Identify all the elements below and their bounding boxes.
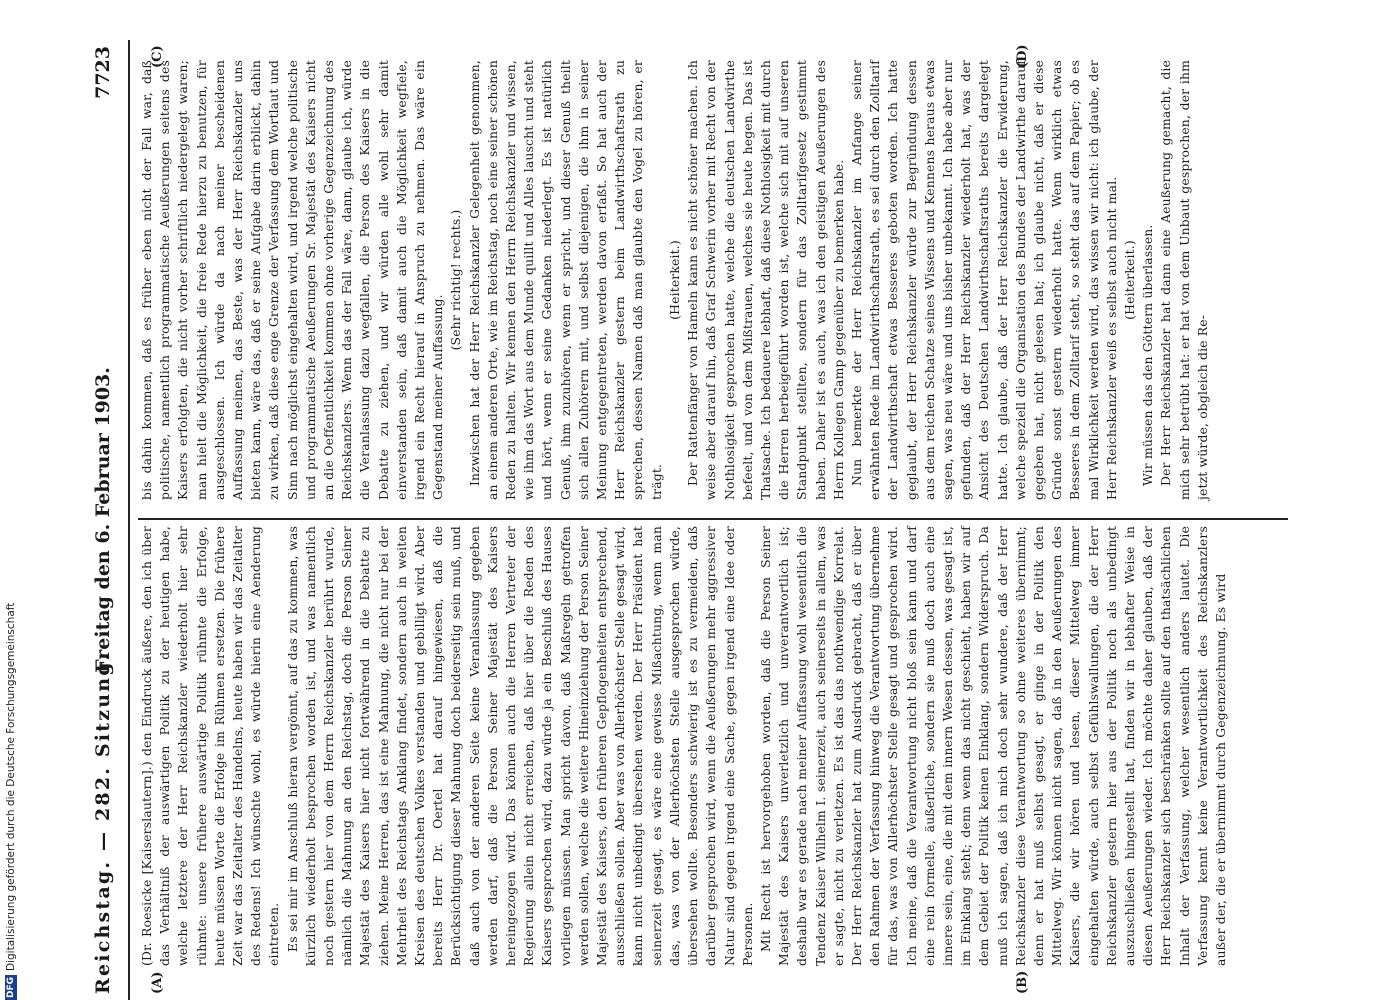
applause-note: (Heiterkeit.) — [666, 240, 682, 320]
page-header — [80, 40, 130, 1000]
right-column — [138, 60, 1212, 500]
header-date: Freitag den 6. Februar 1903. — [92, 367, 114, 673]
margin-marker-b: (B) — [1015, 970, 1030, 994]
funding-credit — [0, 0, 22, 1000]
margin-marker-a: (A) — [150, 971, 165, 994]
paragraph: Wir müssen das den Göttern überlassen. — [1140, 224, 1156, 486]
margin-marker-d: (D) — [1015, 44, 1030, 68]
paragraph: Der Rattenfänger von Hameln kann es nicht schöner machen. Ich weise aber darauf hin, daß Graf Schwerin vorher mit Recht von der Nothlosigkeit gesprochen hatte, welche die deutschen Landwirthe befeelt, und von dem Mißtrauen, welches sie heute hegen. Das ist Thatsache. Ich bedauere lebhaft, daß diese Nothlosigkeit mit durch die Herren herbeigeführt worden ist, welche sich mit auf unseren Standpunkt stellten, sondern für das Zolltarifgesetz gestimmt haben. Daher ist es auch, was ich den geistigen Aeußerungen des Herrn Kollegen Gamp gegenüber zu bemerken habe. — [685, 60, 846, 500]
paragraph: Inzwischen hat der Herr Reichskanzler Gelegenheit genommen, an einem anderen Orte, wie im Reichstag, noch eine seiner schönen Reden zu halten. Wir kennen den Herrn Reichskanzler und wissen, wie ihm das Wort aus dem Munde quillt und Alles lauscht und steht und hört, wenn er seine Gedanken niederlegt. Es ist natürlich Genuß, ihm zuzuhören, wenn er spricht, und dieser Genuß theilt sich allen Zuhörern mit, und selbst diejenigen, die ihm in seiner Meinung entgegentreten, werden davon erfaßt. So hat auch der Herr Reichskanzler gestern beim Landwirthschaftsrath zu sprechen, dessen Namen daß man glaubte den Vogel zu hören, er trägt. — [466, 60, 664, 500]
paragraph: Der Herr Reichskanzler hat dann eine Aeußerung gemacht, die mich sehr betrübt hat: er hat von dem Unbaut gesprochen, der ihm jetzt würde, obgleich die Re- — [1158, 60, 1210, 500]
page-number: 7723 — [92, 46, 114, 99]
paragraph: (Dr. Roesicke [Kaiserslautern].) den Eindruck äußere, den ich über das Verhältniß der auswärtigen Politik zu der heutigen habe, welche letztere der Herr Reichskanzler wiederholt hier sehr rühmte: unsere frühere auswärtige Politik rühmte die Erfolge, heute müssen Worte die Erfolge im Rühmen ersetzen. Die frühere Zeit war das Zeitalter des Handelns, heute haben wir das Zeitalter des Redens! Ich wünschte wohl, es würde hierin eine Aenderung eintreten. — [139, 526, 282, 966]
column-divider — [138, 518, 1288, 520]
header-session: Reichstag. — 282. Sitzung. — [92, 651, 114, 994]
applause-note: (Sehr richtig! rechts.) — [448, 209, 464, 351]
newspaper-page — [80, 40, 1320, 1000]
funding-credit-text: Digitalisierung gefördert durch die Deutsche Forschungsgemeinschaft — [5, 602, 17, 971]
paragraph: Es sei mir im Anschluß hieran vergönnt, auf das zu kommen, was kürzlich wiederholt besprochen worden ist, und was namentlich noch gestern hier von dem Herrn Reichskanzler berührt wurde, nämlich die Mahnung an den Reichstag, doch die Person Seiner Majestät des Kaisers hier nicht fortwährend in die Debatte zu ziehen. Meine Herren, das ist eine Mahnung, die nicht nur bei der Mehrheit des Reichstags Anklang findet, sondern auch in weiten Kreisen des deutschen Volkes verstanden und gebilligt wird. Aber bereits Herr Dr. Oertel hat darauf hingewiesen, daß die Berücksichtigung dieser Mahnung doch beiderseitig sein muß, und daß auch von der anderen Seite keine Veranlassung gegeben werden darf, daß die Person Seiner Majestät des Kaisers hereingezogen wird. Das können auch die Herren Vertreter der Regierung allein nicht erreichen, daß hier über die Reden des Kaisers gesprochen wird, dazu würde ja ein Beschluß des Hauses vorliegen müssen. Man spricht davon, daß Maßregeln getroffen werden sollen, welche die weitere Hineinziehung der Person Seiner Majestät des Kaisers, den früheren Gepflogenheiten entsprechend, ausschließen sollen. Aber was von Allerhöchster Stelle gesagt wird, kann nicht unbedingt übersehen werden. Der Herr Präsident hat seinerzeit gesagt, es wäre eine gewisse Mißachtung, wenn man das, was von der Allerhöchsten Stelle ausgesprochen würde, übersehen wollte. Besonders schwierig ist es zu vermeiden, daß darüber gesprochen wird, wenn die Aeußerungen mehr aggressiver Natur sind gegen irgend eine Sache, gegen irgend eine Idee oder Personen. — [284, 526, 755, 966]
margin-marker-c: (C) — [150, 45, 165, 68]
funding-credit-strip — [0, 0, 22, 1000]
applause-note: (Heiterkeit.) — [1121, 240, 1137, 320]
paragraph: Nun bemerkte der Herr Reichskanzler im Anfange seiner erwähnten Rede im Landwirthschaftsrath, es sei durch den Zolltarif der Landwirthschaft etwas Besseres geboten worden. Ich hatte geglaubt, der Herr Reichskanzler würde zur Begründung dessen aus dem reichen Schatze seines Wissens und Kennens heraus etwas sagen, was neu wäre und uns bisher unbekannt. Ich habe aber nur gefunden, daß der Herr Reichskanzler wiederholt hat, was der Ansicht des Deutschen Landwirthschaftsraths bereits dargelegt hatte. Ich glaube, daß der Herr Reichskanzler die Erwiderung, welche speziell die Organisation des Bundes der Landwirthe darauf gegeben hat, nicht gelesen hat; ich glaube nicht, daß er diese Gründe sonst gestern wiederholt hatte. Wenn wirklich etwas Besseres in dem Zolltarif steht, so steht das auf dem Papier; ob es mal Wirklichkeit werden wird, das wissen wir nicht: ich glaube, der Herr Reichskanzler weiß es selbst auch nicht mal. — [848, 60, 1119, 500]
dfg-logo: DFG — [6, 976, 16, 998]
left-column — [138, 526, 1230, 966]
paragraph: Mit Recht ist hervorgehoben worden, daß die Person Seiner Majestät des Kaisers unverletzlich und unverantwortlich ist; deshalb war es gerade nach meiner Auffassung wohl wesentlich die Tendenz Kaiser Wilhelm I. seinerzeit, auch seinerseits in allem, was er sagte, nicht zu verletzen. Es ist das das nothwendige Korrelat. Der Herr Reichskanzler hat zum Ausdruck gebracht, daß er über den Rahmen der Verfassung hinweg die Verantwortung übernehme für das, was von Allerhöchster Stelle gesagt und gesprochen wird. Ich meine, daß die Verantwortung nicht bloß sein kann und darf eine rein formelle, äußerliche, sondern sie muß doch auch eine innere sein, eine, die mit dem innern Wesen dessen, was gesagt ist, im Einklang steht; denn wenn das nicht geschieht, haben wir auf dem Gebiet der Politik keinen Einklang, sondern Widerspruch. Da muß ich sagen, daß ich mich doch sehr wundere, daß der Herr Reichskanzler diese Verantwortung so ohne weiteres übernimmt; denn er hat muß selbst gesagt, er ginge in der Politik den Mittelweg. Wir können nicht sagen, daß in den Aeußerungen des Kaisers, die wir hören und lesen, dieser Mittelweg immer eingehalten würde, auch selbst Gefühlswallungen, die der Herr Reichskanzler gestern hier aus der Politik noch als unbedingt auszuschließen hingestellt hat, finden wir in lebhafter Weise in diesen Aeußerungen wieder. Ich möchte daher glauben, daß der Herr Reichskanzler sich beschränken sollte auf den thatsächlichen Inhalt der Verfassung, welcher wesentlich anders lautet. Die Verfassung kennt keine Verantwortlichkeit des Reichskanzlers außer der, die er übernimmt durch Gegenzeichnung. Es wird — [757, 526, 1228, 966]
paragraph: bis dahin kommen, daß es früher eben nicht der Fall war, daß politische, namentlich programmatische Aeußerungen seitens des Kaisers erfolgten, die nicht vorher schriftlich niedergelegt waren; man hielt die Möglichkeit, die freie Rede hierzu zu benutzen, für ausgeschlossen. Ich würde da nach meiner bescheidenen Auffassung meinen, das Beste, was der Herr Reichskanzler uns bieten kann, wäre das, daß er seine Aufgabe darin erblickt, dahin zu wirken, daß diese enge Grenze der Verfassung dem Wortlaut und Sinn nach möglichst eingehalten wird, und irgend welche politische und programmatische Aeußerungen Sr. Majestät des Kaisers nicht an die Oeffentlichkeit kommen ohne vorherige Gegenzeichnung des Reichskanzlers. Wenn das der Fall wäre, dann, glaube ich, würde die Veranlassung dazu wegfallen, die Person des Kaisers in die Debatte zu ziehen, und wir würden alle wohl sehr damit einverstanden sein, daß damit auch die Möglichkeit wegfiele, irgend ein Recht hierauf in Anspruch zu nehmen. Das wäre ein Gegenstand meiner Auffassung. — [139, 60, 446, 500]
